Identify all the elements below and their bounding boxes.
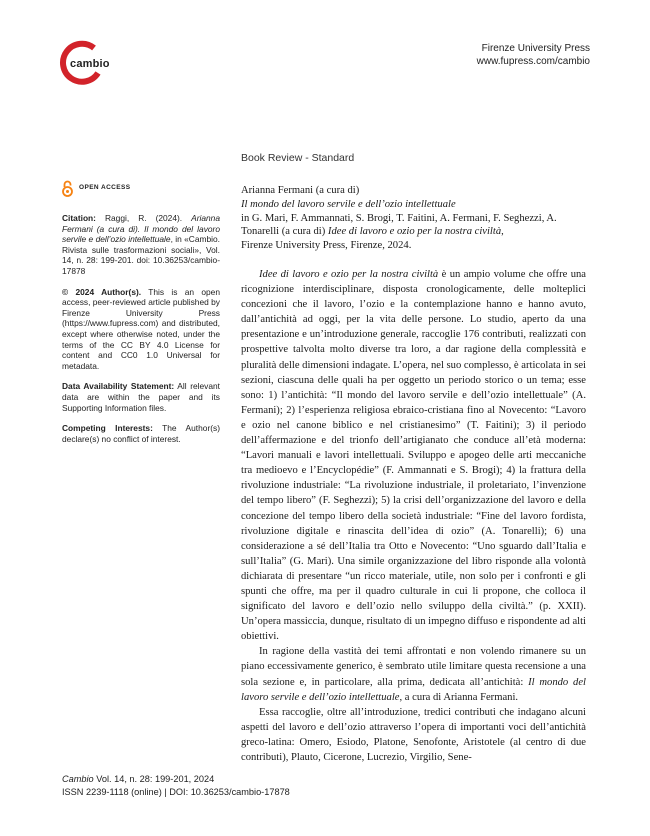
competing-interests-label: Competing Interests: <box>62 423 153 434</box>
data-availability-label: Data Availability Statement: <box>62 381 175 392</box>
paragraph-1-title: Idee di lavoro e ozio per la nostra civiltà <box>259 269 439 280</box>
paragraph-3-text: Essa raccoglie, oltre all’introduzione, tredici contributi che indagano alcuni aspetti del lavoro e dell’ozio attraverso l’opera di importanti voci dell’antichità greco-latina: Omero, Esiodo, Platone, Senofonte, Aristotele (al centro di due contributi), Plauto, Cicerone, Lucrezio, Virgilio, Sene- <box>241 706 586 763</box>
footer-journal: Cambio <box>62 774 94 784</box>
book-author: Arianna Fermani (a cura di) <box>241 185 360 196</box>
publisher-url[interactable]: www.fupress.com/cambio <box>476 56 590 67</box>
volume-title: Idee di lavoro e ozio per la nostra civiltà <box>327 226 502 238</box>
competing-interests-text: The Author(s) declare(s) no conflict of interest. <box>62 423 220 444</box>
open-access-icon <box>62 180 73 197</box>
data-availability-text: All relevant data are within the paper and its Supporting Information files. <box>62 381 220 413</box>
volume-title-end: , <box>501 226 504 238</box>
book-container <box>241 212 586 240</box>
competing-interests-block <box>62 423 220 444</box>
page-footer <box>62 773 290 798</box>
footer-issue: Vol. 14, n. 28: 199-201, 2024 <box>93 774 215 784</box>
book-publisher: Firenze University Press, Firenze, 2024. <box>241 240 412 252</box>
copyright-label: © 2024 Author(s). <box>62 286 142 297</box>
copyright-block <box>62 287 220 372</box>
citation-label: Citation: <box>62 213 96 223</box>
footer-issn: ISSN 2239-1118 (online) | DOI: 10.36253/cambio-17878 <box>62 786 290 797</box>
paragraph-2-end: , a cura di Arianna Fermani. <box>399 691 519 703</box>
paragraph-2-title: Il mondo del lavoro servile e dell’ozio intellettuale <box>241 676 586 703</box>
footer-issue-line <box>62 773 290 786</box>
book-title: Il mondo del lavoro servile e dell’ozio intellettuale <box>241 198 456 210</box>
citation-block <box>62 213 220 277</box>
data-availability-block <box>62 381 220 413</box>
publisher-name: Firenze University Press <box>481 43 590 54</box>
open-access-badge <box>62 180 220 197</box>
section-label: Book Review - Standard <box>241 152 355 164</box>
logo-text: cambio <box>70 58 110 70</box>
citation-title: Arianna Fermani (a cura di). Il mondo del lavoro servile e dell’ozio intellettuale <box>62 213 220 245</box>
citation-pre: Raggi, R. (2024). <box>95 213 192 223</box>
paragraph-2-text: In ragione della vastità dei temi affrontati e non volendo rimanere su un piano eccessivamente generico, è sembrato utile limitare questa recensione a una sola sezione e, in particolare, alla prima, dedicata all’antichità: <box>241 646 586 688</box>
citation-post: , in «Cambio. Rivista sulle trasformazioni sociali», Vol. 14, n. 28: 199-201. doi: 10.36253/cambio-17878 <box>62 234 220 276</box>
book-reference <box>241 184 586 253</box>
paragraph-1 <box>241 267 586 644</box>
paragraph-3 <box>241 705 586 765</box>
book-editors: in G. Mari, F. Ammannati, S. Brogi, T. Faitini, A. Fermani, F. Seghezzi, A. Tonarelli (a cura di) <box>241 212 557 238</box>
open-access-label: OPEN ACCESS <box>79 184 131 192</box>
paragraph-2 <box>241 644 586 704</box>
review-body <box>241 267 586 765</box>
paragraph-1-text: è un ampio volume che offre una ricognizione interdisciplinare, disposta cronologicamente, delle molteplici concezioni che il lavoro, l’ozio e la contemplazione hanno e hanno avuto, dall’antichità ad oggi, per la vita delle persone. Lo studio, aperto da una presentazione e un’introduzione generale, raccoglie 176 contributi, realizzati con prospettive talvolta molto diverse tra loro, a dar ragione della complessità e pluralità delle dimensioni indagate. L’opera, nel suo complesso, è articolata in sei sezioni, ciascuna delle quali ha per oggetto un periodo storico o un tema; esse sono: 1) l’antichità: “Il mondo del lavoro servile e dell’ozio intellettuale” (A. Fermani); 2) l’esperienza religiosa ebraico-cristiana fino al Novecento: “Lavoro e ozio nel canone biblico e nel cristianesimo” (T. Faitini); 3) il periodo dell’affermazione e del trionfo dell’artigianato che conduce all’età moderna: “Lavori manuali e lavori intellettuali. Sviluppo e apogeo delle arti meccaniche tra medioevo e l’Encyclopédie” (F. Ammannati e S. Brogi); 4) la frattura della rivoluzione industriale: “La rivoluzione industriale, il proletariato, l’invenzione del tempo libero” (F. Seghezzi); 5) la crisi dell’organizzazione del lavoro e della concezione del tempo libero della società industriale: “Fine del lavoro fordista, rivoluzione digitale e rinascita dell’idea di ozio” (A. Tonarelli); 6) una considerazione a sé dell’Italia tra Otto e Novecento: “Uno sguardo dall’Italia e sull’Italia” (G. Mari). Una simile organizzazione del libro risponde alla volontà dichiarata di presentare “un ricco materiale, utile, non solo per i confronti e gli spunti che offre, ma per il quadro culturale in cui li propone, che colloca il significato del lavoro e dell’ozio nello sviluppo della civiltà.” (p. XXII). Un’opera massiccia, dunque, risultato di un impegno diffuso e rispondente ad alti obiettivi. <box>241 269 586 643</box>
article-sidebar <box>62 180 220 454</box>
copyright-text: This is an open access, peer-reviewed article published by Firenze University Press (https://www.fupress.com) and distributed, except where otherwise noted, under the terms of the CC BY 4.0 License for content and CC0 1.0 Universal for metadata. <box>62 286 220 371</box>
cambio-logo <box>58 40 110 86</box>
